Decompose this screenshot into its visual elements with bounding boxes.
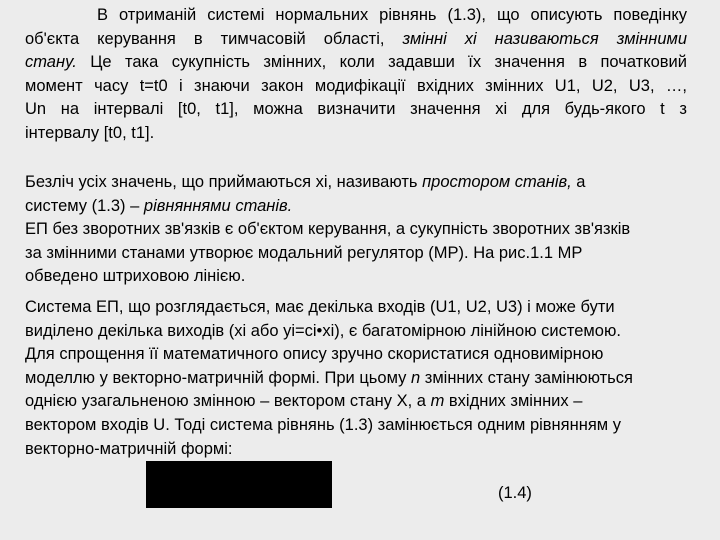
text-line: В отриманій системі нормальних рівнянь (1.3), що описують поведінку	[97, 6, 687, 24]
text-line: векторно-матричній формі:	[25, 439, 233, 458]
text-line: за змінними станами утворює модальний регулятор (МР). На рис.1.1 МР	[25, 243, 583, 262]
emphasis-text: стану.	[25, 53, 77, 72]
text-line: змінних стану замінюються	[424, 368, 633, 387]
text-line: Це така сукупність змінних, коли задавши їх значення в початковий	[90, 53, 687, 72]
text-line: виділено декілька виходів (хі або yi=ci•xi), є багатомірною лінійною системою.	[25, 321, 621, 340]
text-line: вхідних змінних –	[448, 392, 583, 411]
formula-image	[146, 461, 332, 508]
text-line: моделлю у векторно-матричній формі. При цьому	[25, 368, 407, 387]
emphasis-text: простором станів,	[422, 173, 572, 191]
text-line: Система ЕП, що розглядається, має декілька входів (U1, U2, U3) і може бути	[25, 298, 615, 316]
text-line: а	[576, 173, 586, 191]
text-line: об'єкта керування в тимчасовій області,	[25, 29, 385, 48]
paragraph-state-space	[25, 171, 695, 289]
text-line: Для спрощення її математичного опису зручно скористатися одновимірною	[25, 345, 604, 364]
text-line: обведено штриховою лінією.	[25, 267, 246, 286]
text-line: однією узагальненою змінною – вектором стану Х, а	[25, 392, 426, 411]
paragraph-vector-matrix	[25, 296, 695, 461]
text-line: Un на інтервалі [t0, t1], можна визначити значення хі для будь-якого t з	[25, 100, 687, 119]
text-line: ЕП без зворотних зв'язків є об'єктом керування, а сукупність зворотних зв'язків	[25, 220, 631, 239]
text-line: Безліч усіх значень, що приймаються хі, називають	[25, 173, 418, 191]
emphasis-text: змінні хі називаються змінними	[402, 29, 688, 48]
emphasis-text: рівняннями станів.	[143, 196, 293, 215]
emphasis-text: m	[430, 392, 445, 411]
paragraph-state-variables	[25, 4, 687, 146]
emphasis-text: n	[410, 368, 421, 387]
text-line: момент часу t=t0 і знаючи закон модифікації вхідних змінних U1, U2, U3, …,	[25, 76, 687, 95]
text-line: систему (1.3) –	[25, 196, 140, 215]
equation-number: (1.4)	[498, 484, 532, 502]
text-line: інтервалу [t0, t1].	[25, 123, 155, 142]
text-line: вектором входів U. Тоді система рівнянь (1.3) замінюється одним рівнянням у	[25, 415, 621, 434]
